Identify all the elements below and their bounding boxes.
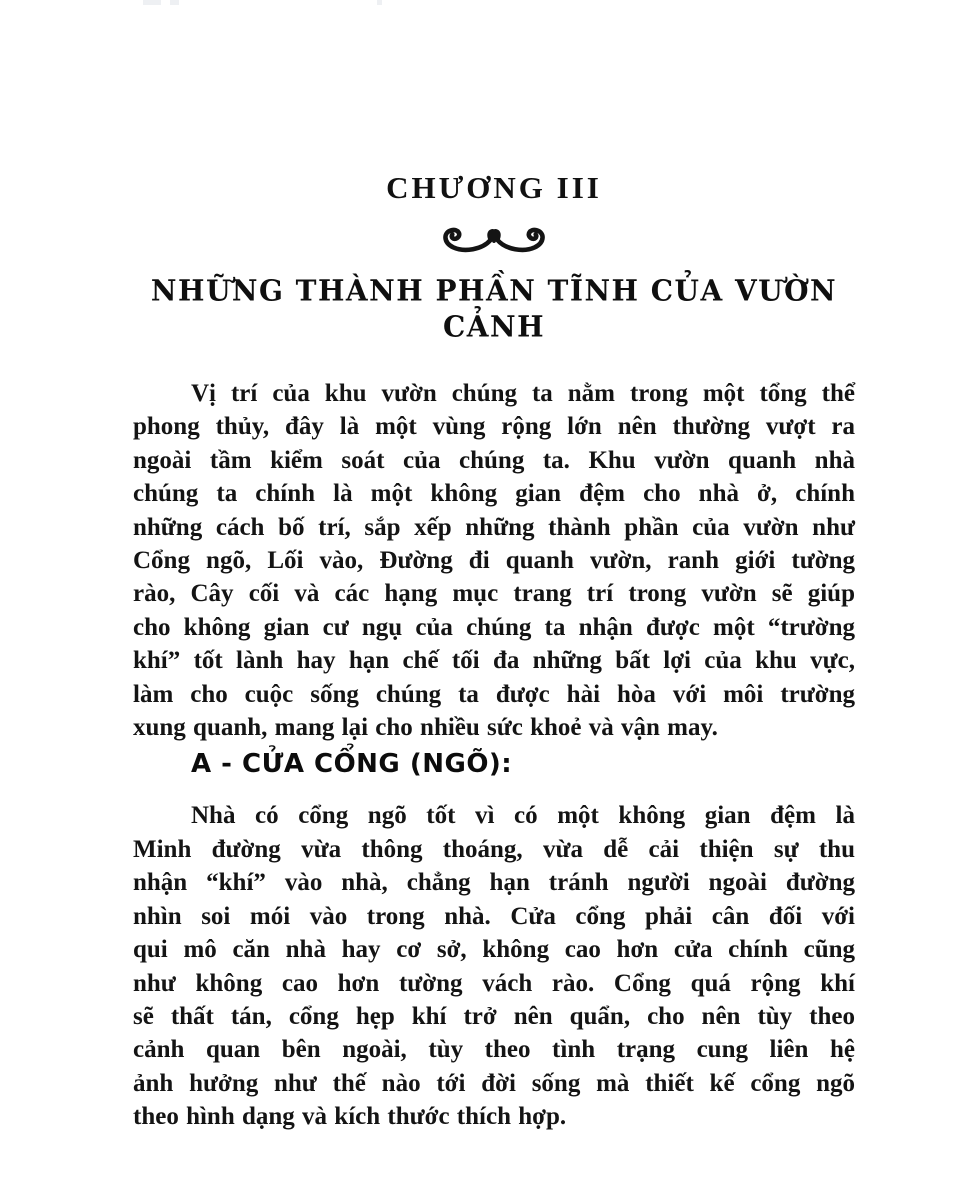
text-line: ngoài tầm kiểm soát của chúng ta. Khu vườn quanh nhà: [133, 446, 855, 474]
chapter-divider: [133, 223, 855, 255]
text-line: Cổng ngõ, Lối vào, Đường đi quanh vườn, ranh giới tường: [133, 547, 855, 575]
text-line: Minh đường vừa thông thoáng, vừa dễ cải thiện sự thu: [133, 835, 855, 863]
text-line: những cách bố trí, sắp xếp những thành phần của vườn như: [133, 513, 855, 541]
text-line: làm cho cuộc sống chúng ta được hài hòa với môi trường: [133, 680, 855, 708]
text-column: [133, 0, 855, 1134]
text-line: chúng ta chính là một không gian đệm cho nhà ở, chính: [133, 480, 855, 508]
section-heading: NHỮNG THÀNH PHẦN TĨNH CỦA VƯỜN CẢNH: [150, 273, 838, 344]
text-line: như không cao hơn tường vách rào. Cổng quá rộng khí: [133, 969, 855, 997]
text-line: sẽ thất tán, cổng hẹp khí trở nên quẩn, cho nên tùy theo: [133, 1002, 855, 1030]
chapter-title: CHƯƠNG III: [386, 170, 602, 205]
text-line: Vị trí của khu vườn chúng ta nằm trong một tổng thể: [191, 380, 855, 407]
subsection-heading: A - CỬA CỔNG (NGÕ):: [191, 749, 513, 780]
text-line: phong thủy, đây là một vùng rộng lớn nên thường vượt ra: [133, 413, 855, 441]
text-line: nhận “khí” vào nhà, chẳng hạn tránh người ngoài đường: [133, 869, 855, 897]
text-line: khí” tốt lành hay hạn chế tối đa những bất lợi của khu vực,: [133, 647, 855, 675]
text-line: qui mô căn nhà hay cơ sở, không cao hơn cửa chính cũng: [133, 936, 855, 964]
scroll-divider-ornament-icon: [435, 224, 553, 254]
text-line: nhìn soi mói vào trong nhà. Cửa cổng phải cân đối với: [133, 902, 855, 930]
paragraph: [133, 799, 855, 1133]
text-line: xung quanh, mang lại cho nhiều sức khoẻ và vận may.: [133, 714, 718, 742]
text-line: theo hình dạng và kích thước thích hợp.: [133, 1103, 567, 1131]
text-line: cảnh quan bên ngoài, tùy theo tình trạng cung liên hệ: [133, 1036, 855, 1064]
text-line: cho không gian cư ngụ của chúng ta nhận được một “trường: [133, 613, 855, 641]
text-line: ảnh hưởng như thế nào tới đời sống mà thiết kế cổng ngõ: [133, 1069, 855, 1097]
paragraph: [133, 377, 855, 744]
text-line: rào, Cây cối và các hạng mục trang trí trong vườn sẽ giúp: [133, 580, 855, 608]
text-line: Nhà có cổng ngõ tốt vì có một không gian đệm là: [191, 802, 855, 830]
